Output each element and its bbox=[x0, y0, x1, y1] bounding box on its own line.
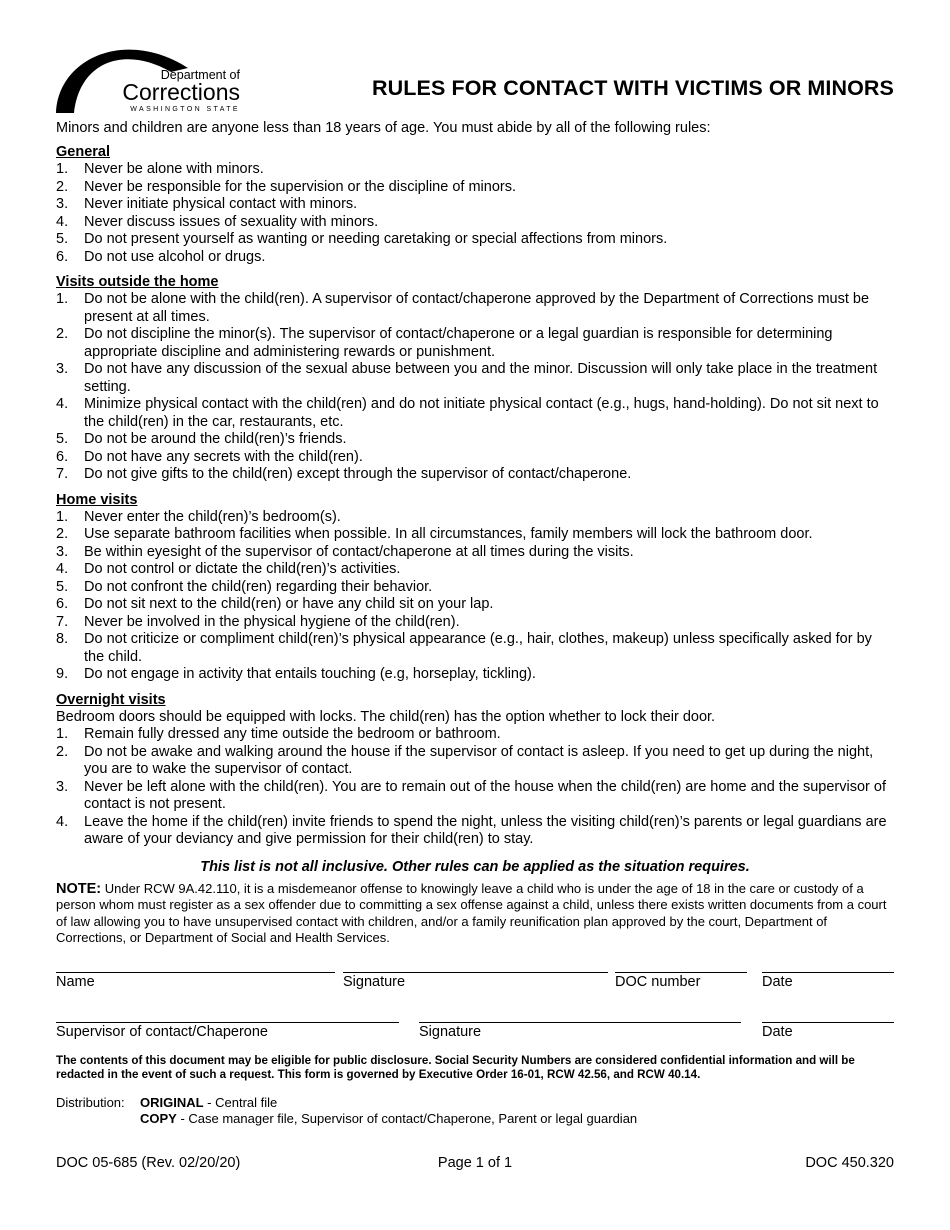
note-label: NOTE: bbox=[56, 880, 102, 897]
rule-item: 4. Leave the home if the child(ren) invite friends to spend the night, unless the visiting child(ren)’s parents or legal guardians are aware of your deviancy and give permission for their child(ren) to stay. bbox=[56, 813, 887, 847]
logo-line3: WASHINGTON STATE bbox=[130, 106, 240, 113]
policy-number: DOC 450.320 bbox=[805, 1155, 894, 1171]
form-number: DOC 05-685 (Rev. 02/20/20) bbox=[56, 1155, 241, 1171]
distribution-original: Distribution: ORIGINAL - Central file bbox=[56, 1094, 278, 1110]
section-description: Bedroom doors should be equipped with locks. The child(ren) has the option whether to lock their door. bbox=[56, 708, 716, 725]
rule-item: 9. Do not engage in activity that entails touching (e.g, horseplay, tickling). bbox=[56, 666, 536, 682]
rule-item: 1. Do not be alone with the child(ren). A supervisor of contact/chaperone approved by the Department of Corrections must be present at all times. bbox=[56, 291, 870, 325]
rule-item: 3. Never initiate physical contact with minors. bbox=[56, 196, 358, 212]
rule-item: 7. Never be involved in the physical hygiene of the child(ren). bbox=[56, 613, 460, 630]
document-page bbox=[56, 38, 894, 1127]
section-title: General bbox=[56, 144, 110, 160]
doc-logo bbox=[56, 38, 242, 113]
disclosure-text: The contents of this document may be eligible for public disclosure. Social Security Numbers are considered confidential information and will be redacted in the event of such a request. This form is governed by Executive Order 16-01, RCW 42.56, and RCW 40.14. bbox=[56, 1053, 855, 1082]
distribution-copy: COPY - Case manager file, Supervisor of contact/Chaperone, Parent or legal guardian bbox=[140, 1110, 638, 1126]
rule-item: 4. Minimize physical contact with the child(ren) and do not initiate physical contact (e.g., hugs, hand-holding). Do not sit next to the child(ren) in the car, restaurants, etc. bbox=[56, 396, 879, 430]
page-title: RULES FOR CONTACT WITH VICTIMS OR MINORS bbox=[372, 76, 894, 100]
section-title: Visits outside the home bbox=[56, 274, 219, 290]
rules-list bbox=[56, 509, 894, 684]
rule-item: 1. Never enter the child(ren)’s bedroom(s). bbox=[56, 508, 341, 525]
rule-item: 2. Do not discipline the minor(s). The supervisor of contact/chaperone or a legal guardian is responsible for determining appropriate discipline and administering rewards or punishment. bbox=[56, 326, 833, 360]
section-title: Overnight visits bbox=[56, 691, 166, 708]
section-visits-outside bbox=[56, 274, 894, 484]
logo-line2: Corrections bbox=[122, 79, 240, 105]
rule-item: 7. Do not give gifts to the child(ren) except through the supervisor of contact/chaperone. bbox=[56, 466, 632, 482]
section-overnight bbox=[56, 692, 894, 849]
supervisor-date-field[interactable]: Date bbox=[762, 1022, 894, 1040]
rule-item: 5. Do not present yourself as wanting or needing caretaking or special affections from minors. bbox=[56, 231, 668, 247]
document-header bbox=[56, 38, 894, 114]
signature-field[interactable]: Signature bbox=[343, 972, 608, 990]
rule-item: 6. Do not sit next to the child(ren) or have any child sit on your lap. bbox=[56, 596, 494, 612]
legal-note bbox=[56, 881, 894, 947]
rule-item: 4. Never discuss issues of sexuality with minors. bbox=[56, 213, 379, 230]
rule-item: 1. Remain fully dressed any time outside the bedroom or bathroom. bbox=[56, 726, 501, 742]
section-home-visits bbox=[56, 492, 894, 684]
rule-item: 8. Do not criticize or compliment child(ren)’s physical appearance (e.g., hair, clothes, makeup) unless specifically asked for by the child. bbox=[56, 631, 872, 665]
rule-item: 3. Be within eyesight of the supervisor of contact/chaperone at all times during the visits. bbox=[56, 543, 634, 560]
rule-item: 5. Do not confront the child(ren) regarding their behavior. bbox=[56, 578, 433, 595]
page-footer bbox=[56, 1155, 894, 1175]
page-number: Page 1 of 1 bbox=[437, 1155, 513, 1171]
disclaimer: This list is not all inclusive. Other rules can be applied as the situation requires. bbox=[200, 858, 750, 875]
doc-number-field[interactable]: DOC number bbox=[615, 972, 747, 990]
rule-item: 6. Do not use alcohol or drugs. bbox=[56, 248, 266, 265]
intro-text: Minors and children are anyone less than 18 years of age. You must abide by all of the following rules: bbox=[56, 120, 711, 136]
rules-list bbox=[56, 726, 894, 849]
rule-item: 4. Do not control or dictate the child(ren)’s activities. bbox=[56, 561, 401, 577]
section-title: Home visits bbox=[56, 491, 138, 508]
rules-list bbox=[56, 161, 894, 266]
signature-row-1 bbox=[56, 972, 894, 994]
rules-list bbox=[56, 291, 894, 484]
supervisor-signature-field[interactable]: Signature bbox=[419, 1022, 741, 1040]
rule-item: 2. Do not be awake and walking around the house if the supervisor of contact is asleep. If you need to get up during the night, you are to wake the supervisor of contact. bbox=[56, 743, 874, 777]
rule-item: 5. Do not be around the child(ren)’s friends. bbox=[56, 431, 347, 447]
distribution bbox=[56, 1095, 894, 1127]
distribution-label: Distribution: bbox=[56, 1094, 125, 1110]
rule-item: 1. Never be alone with minors. bbox=[56, 161, 264, 177]
signature-row-2 bbox=[56, 1022, 894, 1044]
rule-item: 3. Do not have any discussion of the sexual abuse between you and the minor. Discussion will only take place in the treatment setting. bbox=[56, 361, 878, 395]
name-field[interactable]: Name bbox=[56, 972, 335, 990]
section-general bbox=[56, 144, 894, 266]
date-field[interactable]: Date bbox=[762, 972, 894, 990]
rule-item: 2. Use separate bathroom facilities when possible. In all circumstances, family members will lock the bathroom door. bbox=[56, 526, 813, 542]
logo-line1: Department of bbox=[160, 68, 240, 82]
rule-item: 2. Never be responsible for the supervision or the discipline of minors. bbox=[56, 178, 516, 195]
note-text: Under RCW 9A.42.110, it is a misdemeanor offense to knowingly leave a child who is under the age of 18 in the care or custody of a person whom must register as a sex offender due to committing a sex offense against a child, unless there exists written documents from a court of law allowing you to have unsupervised contact with children, and/or a family reunification plan approved by the court, Department of Corrections, or Department of Social and Health Services. bbox=[56, 880, 887, 946]
rule-item: 6. Do not have any secrets with the child(ren). bbox=[56, 448, 363, 465]
rule-item: 3. Never be left alone with the child(ren). You are to remain out of the house when the child(ren) are home and the supervisor of contact is not present. bbox=[56, 778, 886, 812]
supervisor-field[interactable]: Supervisor of contact/Chaperone bbox=[56, 1022, 399, 1040]
